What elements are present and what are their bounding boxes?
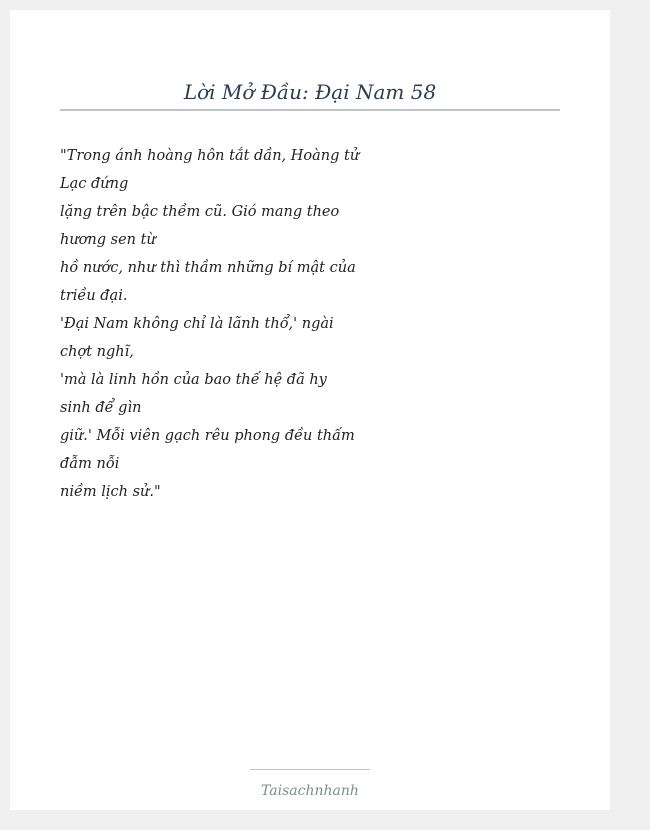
body-line: lặng trên bậc thềm cũ. Gió mang theo hương sen từ [60,204,340,248]
body-line: hồ nước, như thì thầm những bí mật của triều đại. [60,260,356,304]
page-title: Lời Mở Đầu: Đại Nam 58 [183,80,437,104]
body-line: niềm lịch sử." [60,484,161,500]
body-line: 'Đại Nam không chỉ là lãnh thổ,' ngài chợt nghĩ, [60,316,334,360]
footer-site-name: Taisachnhanh [261,783,359,799]
footer-divider [250,769,370,770]
body-line: "Trong ánh hoàng hôn tắt dần, Hoàng tử Lạc đứng [60,148,360,192]
title-divider [60,109,560,111]
body-line: 'mà là linh hồn của bao thế hệ đã hy sinh để gìn [60,372,327,416]
document-page [10,10,610,810]
body-paragraph [60,142,360,506]
body-line: giữ.' Mỗi viên gạch rêu phong đều thấm đẫm nỗi [60,428,355,472]
